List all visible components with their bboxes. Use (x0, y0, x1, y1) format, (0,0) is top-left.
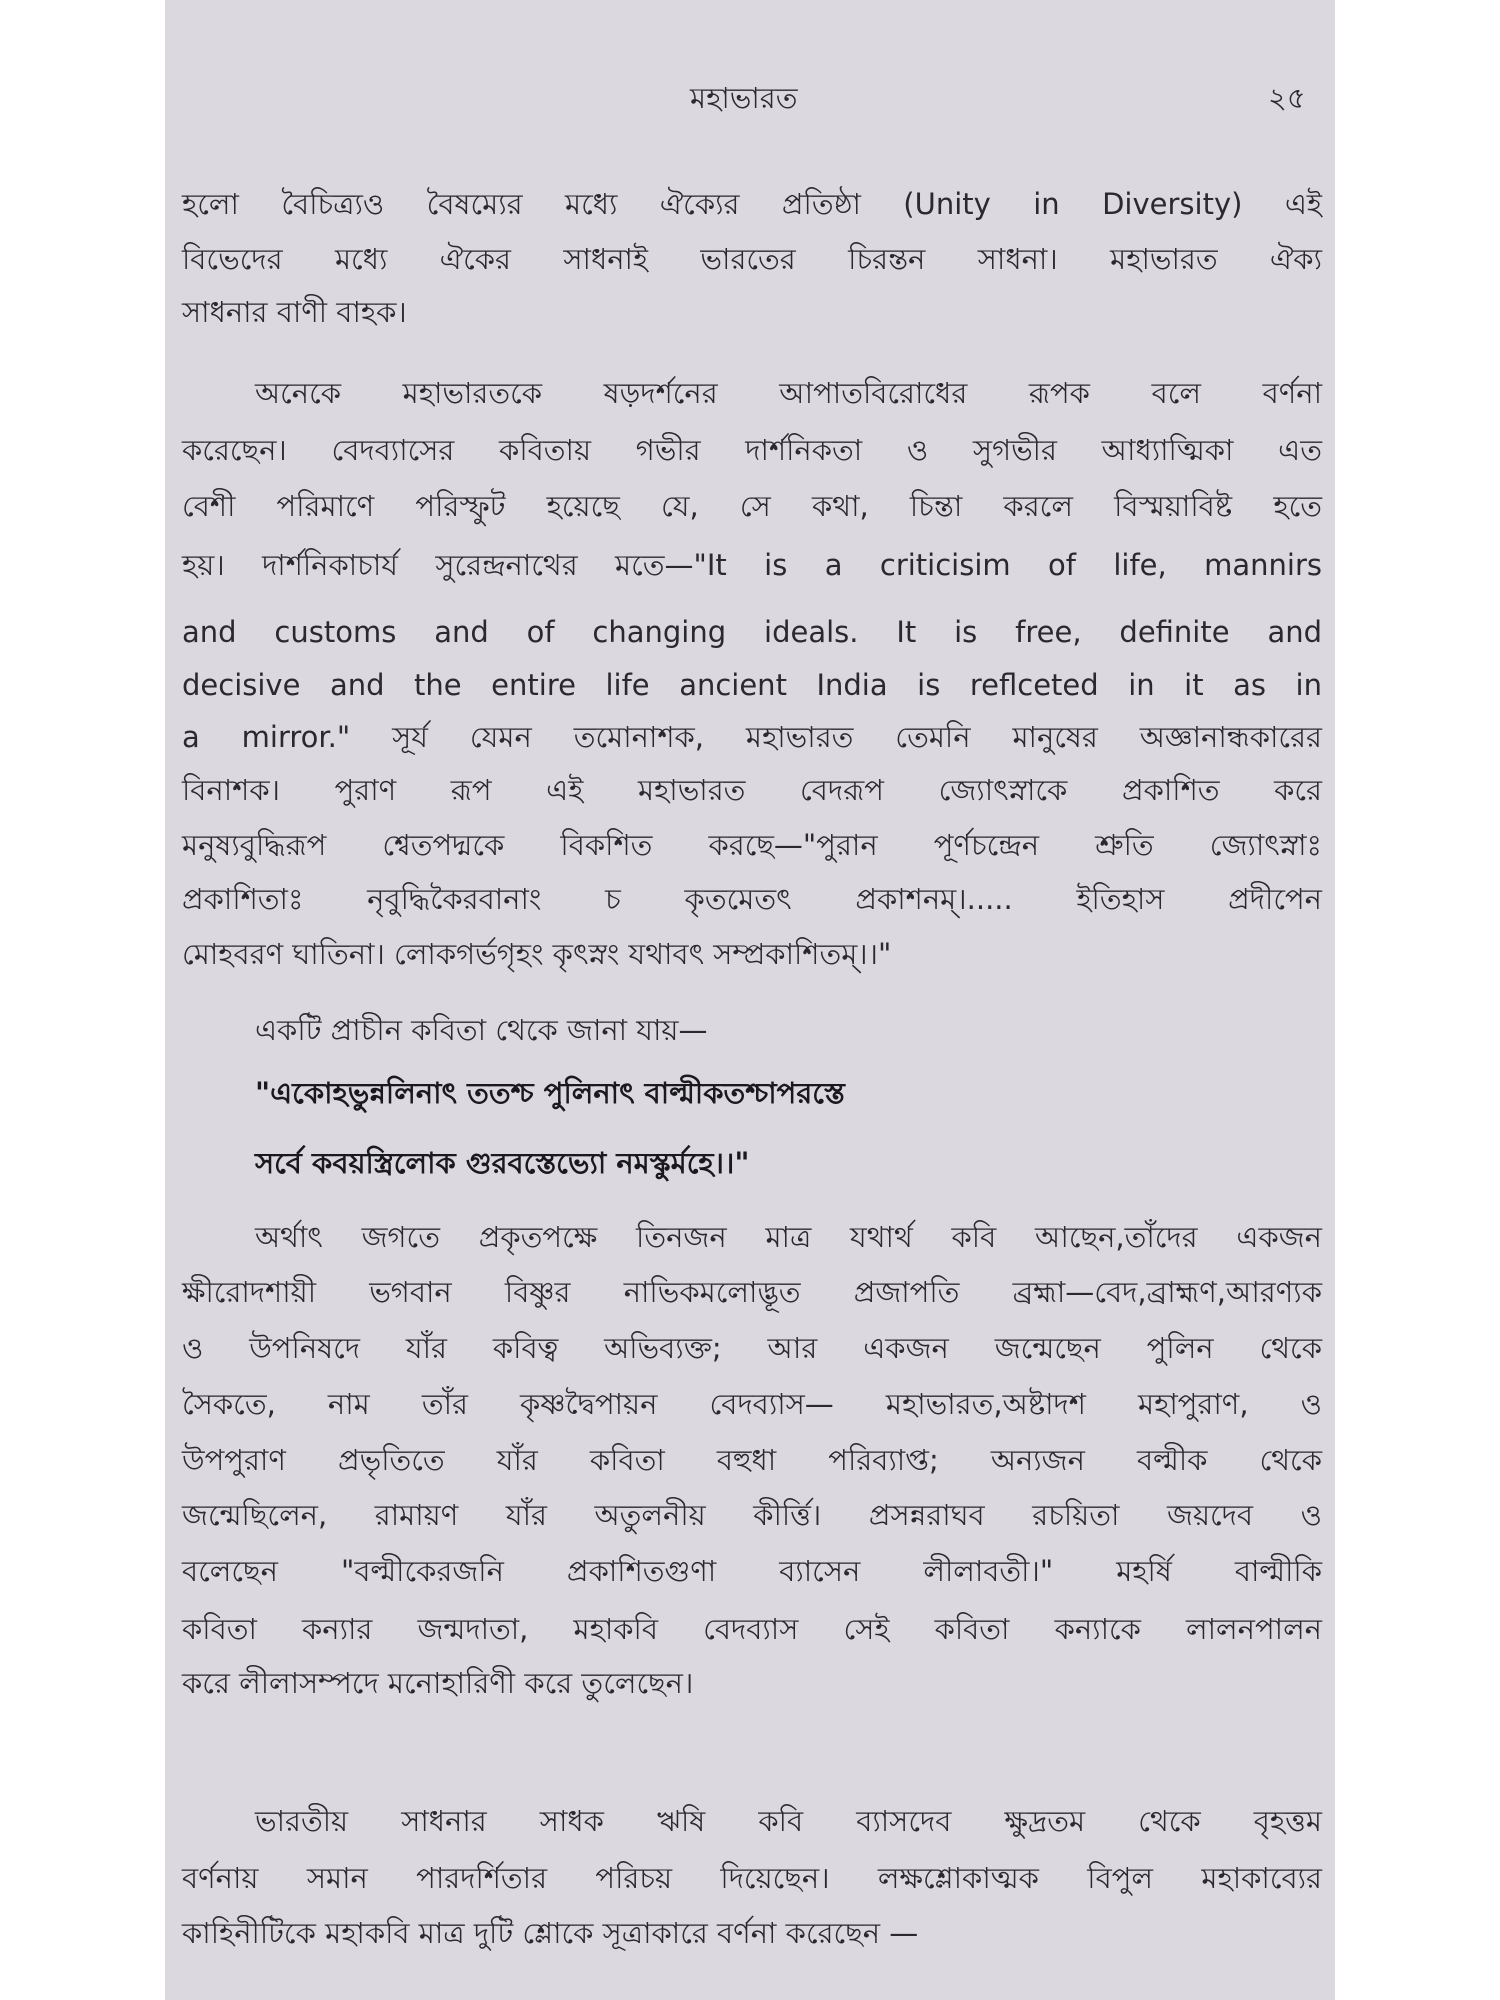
text-line: করেছেন। বেদব্যাসের কবিতায় গভীর দার্শনিকতা ও সুগভীর আধ্যাত্মিকা এত (182, 433, 1322, 467)
text-line: ও উপনিষদে যাঁর কবিত্ব অভিব্যক্ত; আর একজন জন্মেছেন পুলিন থেকে (182, 1331, 1322, 1365)
text-line: and customs and of changing ideals. It is free, definite and (182, 615, 1322, 649)
text-line: হয়। দার্শনিকাচার্য সুরেন্দ্রনাথের মতে—"It is a criticisim of life, mannirs (182, 548, 1322, 582)
text-line: জন্মেছিলেন, রামায়ণ যাঁর অতুলনীয় কীর্ত্তি। প্রসন্নরাঘব রচয়িতা জয়দেব ও (182, 1498, 1322, 1532)
text-line: বর্ণনায় সমান পারদর্শিতার পরিচয় দিয়েছেন। লক্ষশ্লোকাত্মক বিপুল মহাকাব্যের (182, 1861, 1322, 1895)
text-line: কাহিনীটিকে মহাকবি মাত্র দুটি শ্লোকে সূত্রাকারে বর্ণনা করেছেন — (182, 1916, 919, 1950)
text-line: অর্থাৎ জগতে প্রকৃতপক্ষে তিনজন মাত্র যথার্থ কবি আছেন,তাঁদের একজন (255, 1220, 1322, 1254)
text-line: হলো বৈচিত্র্যও বৈষম্যের মধ্যে ঐক্যের প্রতিষ্ঠা (Unity in Diversity) এই (182, 187, 1322, 221)
verse-line: "একোহভুন্নলিনাৎ ততশ্চ পুলিনাৎ বাল্মীকতশ্চাপরস্তে (255, 1076, 845, 1110)
text-line: মোহবরণ ঘাতিনা। লোকগর্ভগৃহং কৃৎস্নং যথাবৎ সম্প্রকাশিতম্।।" (182, 937, 892, 971)
verse-line: সর্বে কবয়স্ত্রিলোক গুরবস্তেভ্যো নমস্কুর্মহে।।" (255, 1146, 750, 1180)
text-line: অনেকে মহাভারতকে ষড়দর্শনের আপাতবিরোধের রূপক বলে বর্ণনা (255, 376, 1322, 410)
text-line: বলেছেন "বল্মীকেরজনি প্রকাশিতগুণা ব্যাসেন লীলাবতী।" মহর্ষি বাল্মীকি (182, 1554, 1322, 1588)
text-line: a mirror." সূর্য যেমন তমোনাশক, মহাভারত তেমনি মানুষের অজ্ঞানান্ধকারের (182, 720, 1322, 754)
page-number: ২৫ (1268, 81, 1306, 115)
running-header-title: মহাভারত (690, 81, 798, 115)
text-line: ক্ষীরোদশায়ী ভগবান বিষ্ণুর নাভিকমলোদ্ভূত প্রজাপতি ব্রহ্মা—বেদ,ব্রাহ্মণ,আরণ্যক (182, 1275, 1322, 1309)
text-line: উপপুরাণ প্রভৃতিতে যাঁর কবিতা বহুধা পরিব্যাপ্ত; অন্যজন বল্মীক থেকে (182, 1443, 1322, 1477)
text-line: ভারতীয় সাধনার সাধক ঋষি কবি ব্যাসদেব ক্ষুদ্রতম থেকে বৃহত্তম (255, 1804, 1322, 1838)
text-line: করে লীলাসম্পদে মনোহারিণী করে তুলেছেন। (182, 1666, 694, 1700)
text-line: কবিতা কন্যার জন্মদাতা, মহাকবি বেদব্যাস সেই কবিতা কন্যাকে লালনপালন (182, 1612, 1322, 1646)
text-line: প্রকাশিতাঃ নৃবুদ্ধিকৈরবানাং চ কৃতমেতৎ প্রকাশনম্।..... ইতিহাস প্রদীপেন (182, 882, 1322, 916)
text-line: সাধনার বাণী বাহক। (182, 295, 407, 329)
text-line: সৈকতে, নাম তাঁর কৃষ্ণদ্বৈপায়ন বেদব্যাস— মহাভারত,অষ্টাদশ মহাপুরাণ, ও (182, 1387, 1322, 1421)
text-line: decisive and the entire life ancient India is reflceted in it as in (182, 668, 1322, 702)
text-line: বিভেদের মধ্যে ঐকের সাধনাই ভারতের চিরন্তন সাধনা। মহাভারত ঐক্য (182, 242, 1322, 276)
text-line: মনুষ্যবুদ্ধিরূপ শ্বেতপদ্মকে বিকশিত করছে—"পুরান পূর্ণচন্দ্রেন শ্রুতি জ্যোৎস্নাঃ (182, 828, 1322, 862)
text-line: বিনাশক। পুরাণ রূপ এই মহাভারত বেদরূপ জ্যোৎস্নাকে প্রকাশিত করে (182, 773, 1322, 807)
text-line: একটি প্রাচীন কবিতা থেকে জানা যায়— (255, 1013, 708, 1047)
text-line: বেশী পরিমাণে পরিস্ফুট হয়েছে যে, সে কথা, চিন্তা করলে বিস্ময়াবিষ্ট হতে (182, 489, 1322, 523)
